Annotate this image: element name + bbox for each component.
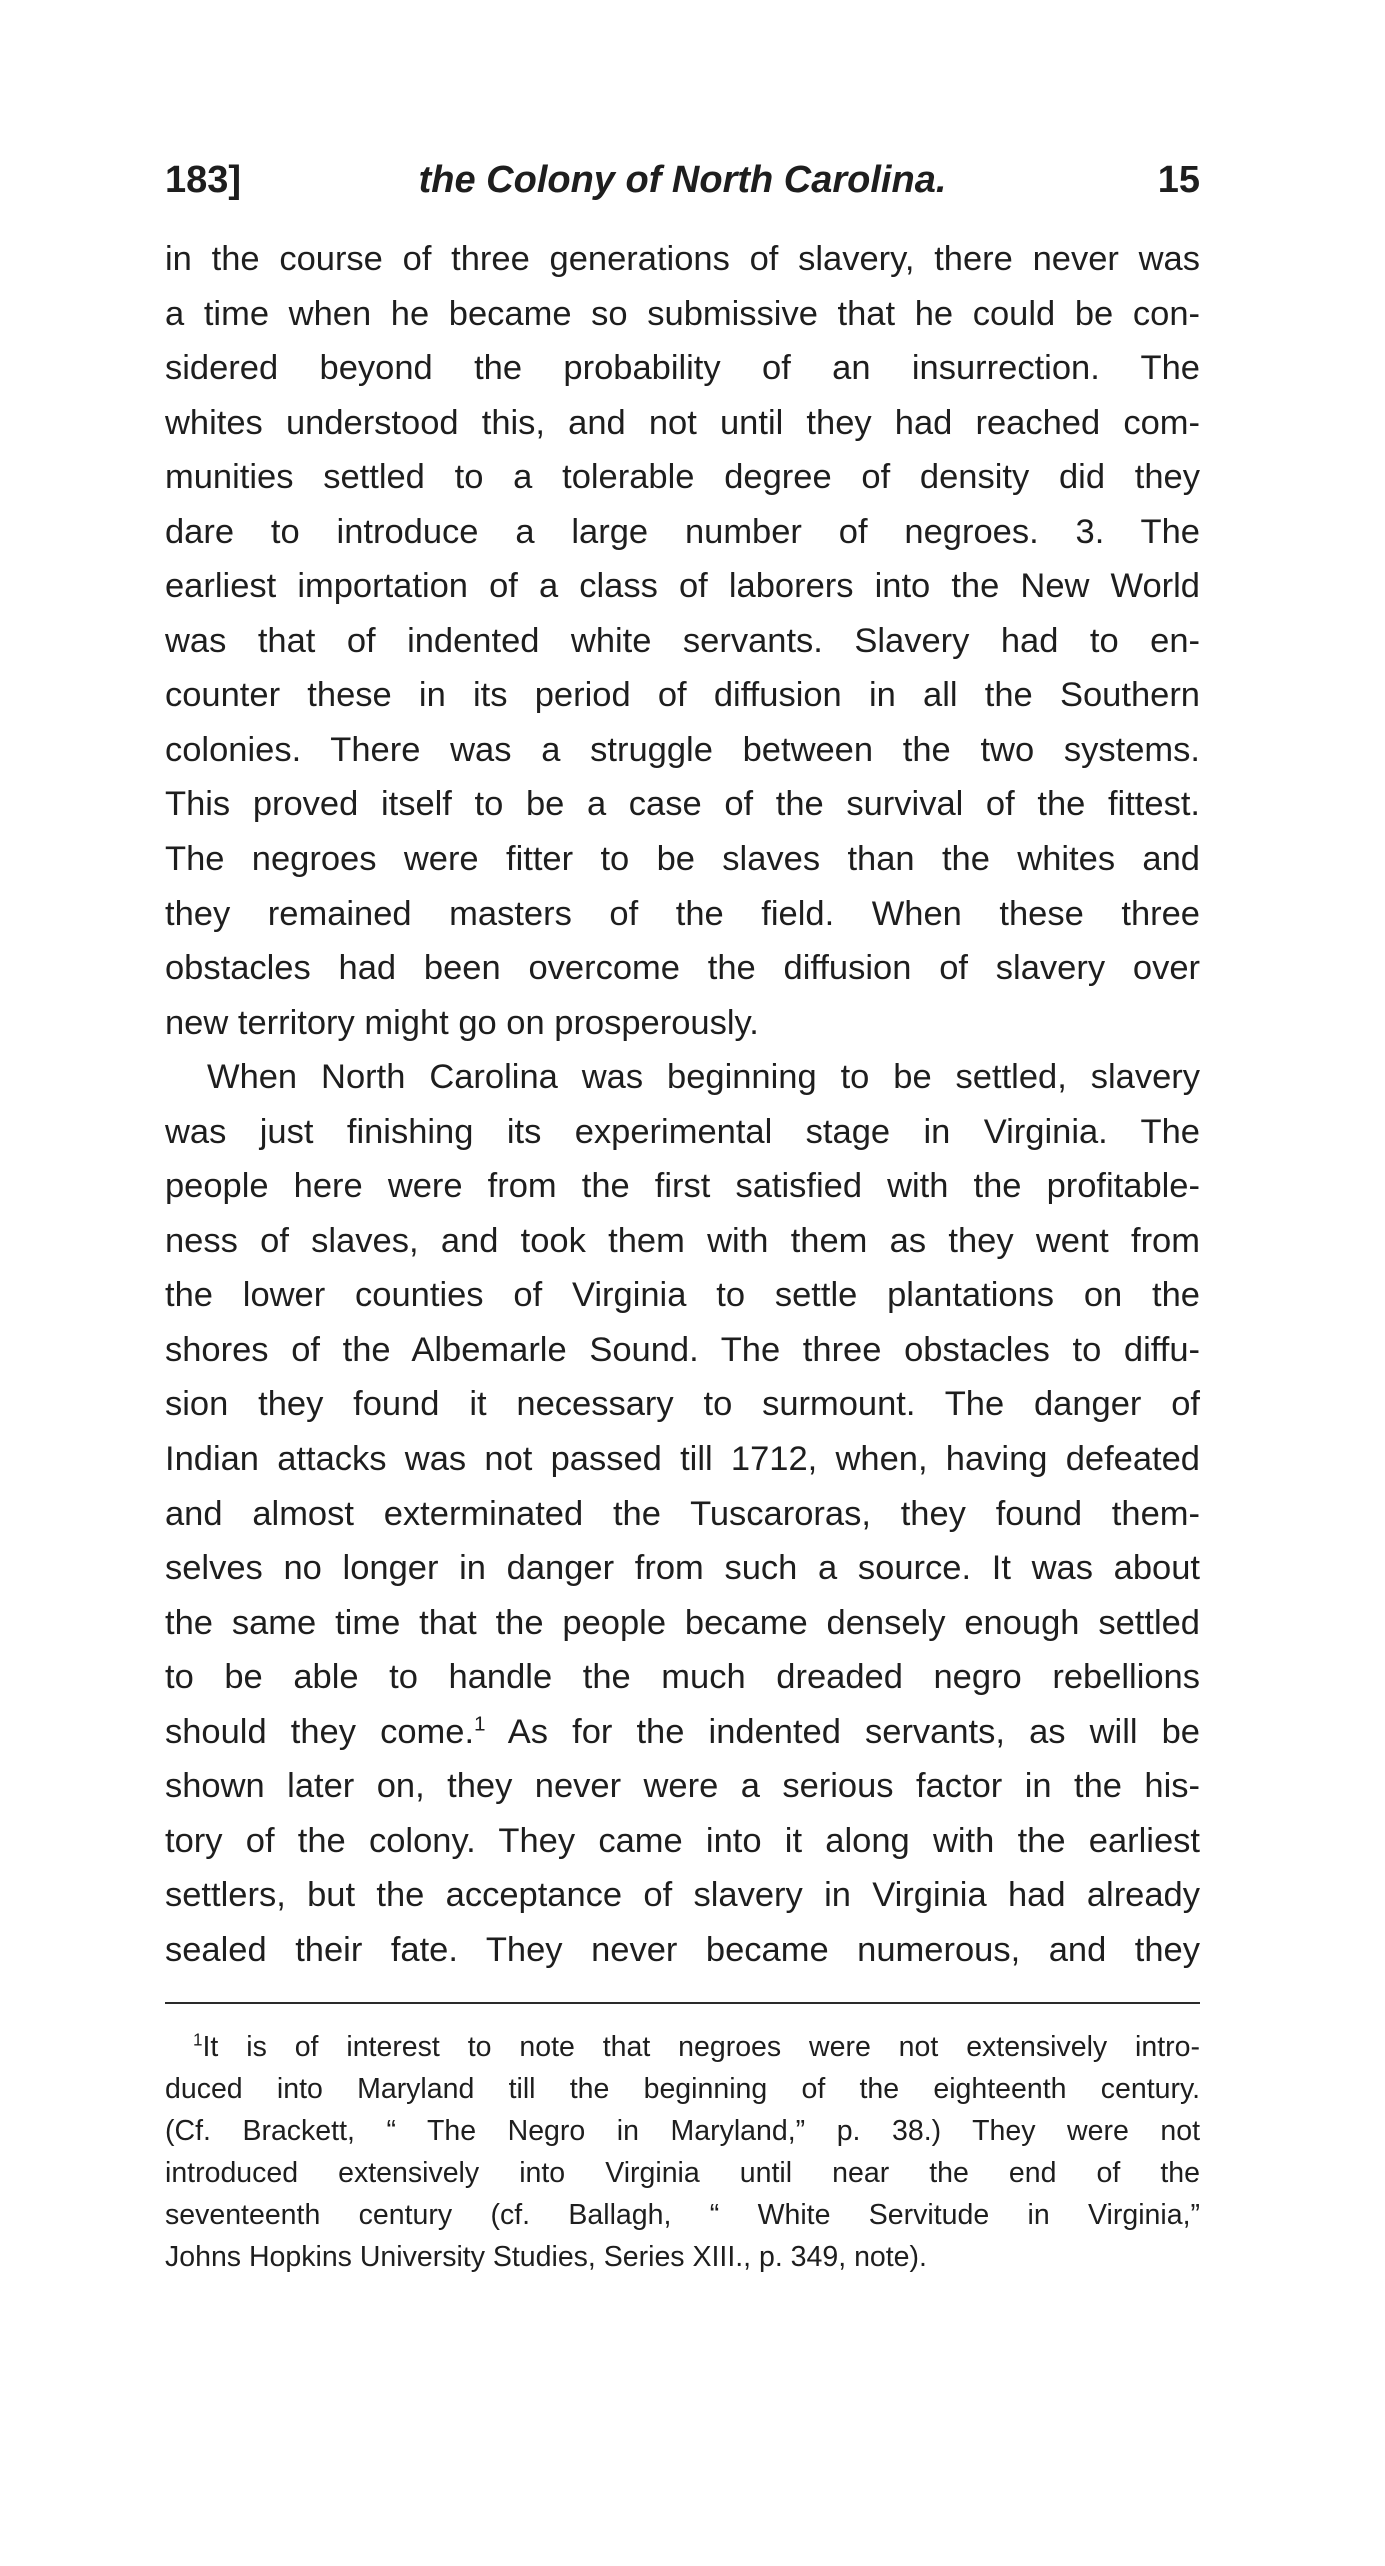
running-title: the Colony of North Carolina. xyxy=(418,159,947,201)
footnote-line: Johns Hopkins University Studies, Series XIII., p. 349, note). xyxy=(165,2241,927,2274)
footnote xyxy=(165,2026,1200,2279)
body-text xyxy=(165,232,1200,1978)
text-line: people here were from the first satisfied with the profitable- xyxy=(165,1167,1200,1206)
text-line: sion they found it necessary to surmount. The danger of xyxy=(165,1385,1200,1424)
footnote-line: duced into Maryland till the beginning of the eighteenth century. xyxy=(165,2072,1200,2105)
text-line: This proved itself to be a case of the survival of the fittest. xyxy=(165,785,1200,824)
text-line: colonies. There was a struggle between the two systems. xyxy=(165,730,1200,769)
text-line: munities settled to a tolerable degree of density did they xyxy=(165,458,1200,497)
text-line: was that of indented white servants. Slavery had to en- xyxy=(165,621,1200,660)
text-line: whites understood this, and not until they had reached com- xyxy=(165,403,1200,442)
footnote-text: It is of interest to note that negroes were not extensively intro- xyxy=(202,2030,1200,2063)
text-line-paragraph-end: new territory might go on prosperously. xyxy=(165,1003,759,1042)
footnote-line: (Cf. Brackett, “ The Negro in Maryland,” p. 38.) They were not xyxy=(165,2114,1200,2147)
text-line: shown later on, they never were a serious factor in the his- xyxy=(165,1767,1200,1806)
text-line-with-footnote-ref xyxy=(165,1705,1200,1760)
page-number: 15 xyxy=(1157,159,1200,201)
running-head xyxy=(165,150,1200,210)
text-line: ness of slaves, and took them with them as they went from xyxy=(165,1221,1200,1260)
text-line: obstacles had been overcome the diffusion of slavery over xyxy=(165,949,1200,988)
footnote-reference: 1 xyxy=(474,1712,486,1736)
text-line: shores of the Albemarle Sound. The three obstacles to diffu- xyxy=(165,1330,1200,1369)
text-line-paragraph-start: When North Carolina was beginning to be settled, slavery xyxy=(207,1058,1200,1097)
page-content xyxy=(165,150,1200,2279)
footnote-marker: 1 xyxy=(193,2030,203,2049)
text-line: Indian attacks was not passed till 1712, when, having defeated xyxy=(165,1440,1200,1479)
text-line: sealed their fate. They never became numerous, and they xyxy=(165,1930,1200,1969)
text-line: and almost exterminated the Tuscaroras, they found them- xyxy=(165,1494,1200,1533)
text-line: dare to introduce a large number of negroes. 3. The xyxy=(165,512,1200,551)
text-line: to be able to handle the much dreaded negro rebellions xyxy=(165,1658,1200,1697)
footnote-line xyxy=(165,2026,1200,2068)
text-segment: should they come. xyxy=(165,1712,475,1751)
text-line: the same time that the people became densely enough settled xyxy=(165,1603,1200,1642)
text-line: sidered beyond the probability of an insurrection. The xyxy=(165,349,1200,388)
text-segment: As for the indented servants, as will be xyxy=(485,1712,1200,1751)
text-line: counter these in its period of diffusion in all the Southern xyxy=(165,676,1200,715)
text-line: settlers, but the acceptance of slavery in Virginia had already xyxy=(165,1876,1200,1915)
text-line: in the course of three generations of slavery, there never was xyxy=(165,240,1200,278)
text-line: the lower counties of Virginia to settle plantations on the xyxy=(165,1276,1200,1315)
text-line: The negroes were fitter to be slaves than the whites and xyxy=(165,840,1200,879)
text-line: they remained masters of the field. When these three xyxy=(165,894,1200,933)
text-line: was just finishing its experimental stage in Virginia. The xyxy=(165,1112,1200,1151)
footnote-divider xyxy=(165,2002,1200,2004)
text-line: selves no longer in danger from such a source. It was about xyxy=(165,1549,1200,1588)
text-line: tory of the colony. They came into it along with the earliest xyxy=(165,1821,1200,1860)
footnote-line: introduced extensively into Virginia until near the end of the xyxy=(165,2157,1200,2190)
text-line: a time when he became so submissive that he could be con- xyxy=(165,294,1200,333)
footnote-line: seventeenth century (cf. Ballagh, “ White Servitude in Virginia,” xyxy=(165,2199,1200,2232)
text-line: earliest importation of a class of laborers into the New World xyxy=(165,567,1200,606)
section-marker: 183] xyxy=(165,159,242,201)
